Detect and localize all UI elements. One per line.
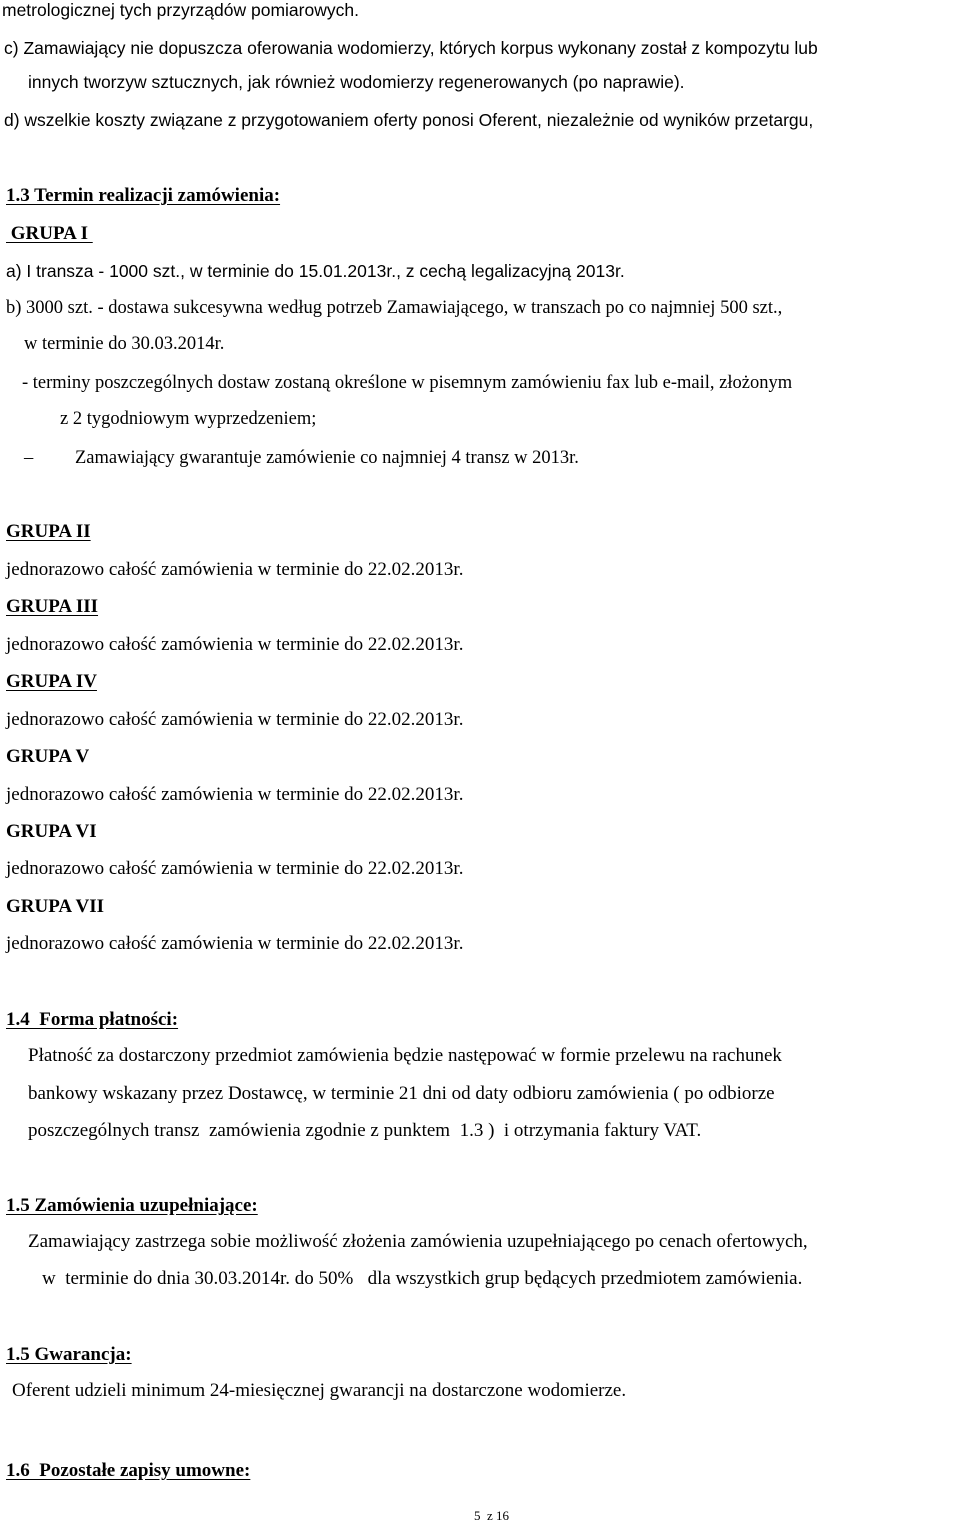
group-1-item-b-line-1: b) 3000 szt. - dostawa sukcesywna według potrzeb Zamawiającego, w transzach po co najmniej 500 szt., bbox=[6, 298, 783, 318]
group-2-text: jednorazowo całość zamówienia w terminie do 22.02.2013r. bbox=[6, 559, 464, 580]
group-4-heading: GRUPA IV bbox=[6, 671, 97, 692]
supplementary-line-2: w terminie do dnia 30.03.2014r. do 50% dla wszystkich grup będących przedmiotem zamówienia. bbox=[42, 1268, 803, 1289]
page-number: 5 z 16 bbox=[474, 1508, 510, 1523]
section-1-3-heading: 1.3 Termin realizacji zamówienia: bbox=[6, 185, 281, 206]
group-1-item-b-line-2: w terminie do 30.03.2014r. bbox=[24, 334, 225, 354]
group-4-text: jednorazowo całość zamówienia w terminie do 22.02.2013r. bbox=[6, 709, 464, 730]
delivery-terms-line-3: Zamawiający gwarantuje zamówienie co najmniej 4 transz w 2013r. bbox=[75, 448, 579, 468]
section-1-4-heading: 1.4 Forma płatności: bbox=[6, 1009, 179, 1030]
group-1-heading: GRUPA I bbox=[6, 223, 93, 244]
group-5-heading: GRUPA V bbox=[6, 746, 90, 767]
point-d: d) wszelkie koszty związane z przygotowaniem oferty ponosi Oferent, niezależnie od wyników przetargu, bbox=[4, 110, 814, 130]
payment-line-2: bankowy wskazany przez Dostawcę, w terminie 21 dni od daty odbioru zamówienia ( po odbiorze bbox=[28, 1083, 775, 1104]
point-c-line-2: innych tworzyw sztucznych, jak również wodomierzy regenerowanych (po naprawie). bbox=[28, 72, 685, 92]
delivery-terms-line-1: - terminy poszczególnych dostaw zostaną określone w pisemnym zamówieniu fax lub e-mail, złożonym bbox=[22, 373, 793, 393]
group-6-heading: GRUPA VI bbox=[6, 821, 97, 842]
point-c-line-1: c) Zamawiający nie dopuszcza oferowania wodomierzy, których korpus wykonany został z kompozytu lub bbox=[4, 38, 818, 58]
warranty-line-1: Oferent udzieli minimum 24-miesięcznej gwarancji na dostarczone wodomierze. bbox=[12, 1380, 627, 1401]
section-1-6-heading: 1.6 Pozostałe zapisy umowne: bbox=[6, 1460, 251, 1481]
group-6-text: jednorazowo całość zamówienia w terminie do 22.02.2013r. bbox=[6, 858, 464, 879]
group-3-text: jednorazowo całość zamówienia w terminie do 22.02.2013r. bbox=[6, 634, 464, 655]
group-1-item-a: a) I transza - 1000 szt., w terminie do 15.01.2013r., z cechą legalizacyjną 2013r. bbox=[6, 261, 625, 281]
group-5-text: jednorazowo całość zamówienia w terminie do 22.02.2013r. bbox=[6, 784, 464, 805]
payment-line-3: poszczególnych transz zamówienia zgodnie z punktem 1.3 ) i otrzymania faktury VAT. bbox=[28, 1120, 702, 1141]
section-1-5-warranty-heading: 1.5 Gwarancja: bbox=[6, 1344, 132, 1365]
group-2-heading: GRUPA II bbox=[6, 521, 91, 542]
group-7-text: jednorazowo całość zamówienia w terminie do 22.02.2013r. bbox=[6, 933, 464, 954]
intro-line-0: metrologicznej tych przyrządów pomiarowych. bbox=[2, 0, 359, 20]
section-1-5-orders-heading: 1.5 Zamówienia uzupełniające: bbox=[6, 1195, 258, 1216]
supplementary-line-1: Zamawiający zastrzega sobie możliwość złożenia zamówienia uzupełniającego po cenach ofertowych, bbox=[28, 1231, 808, 1252]
group-7-heading: GRUPA VII bbox=[6, 896, 105, 917]
dash-bullet: – bbox=[24, 448, 34, 468]
payment-line-1: Płatność za dostarczony przedmiot zamówienia będzie następować w formie przelewu na rachunek bbox=[28, 1045, 782, 1066]
delivery-terms-line-2: z 2 tygodniowym wyprzedzeniem; bbox=[60, 409, 317, 429]
group-3-heading: GRUPA III bbox=[6, 596, 99, 617]
